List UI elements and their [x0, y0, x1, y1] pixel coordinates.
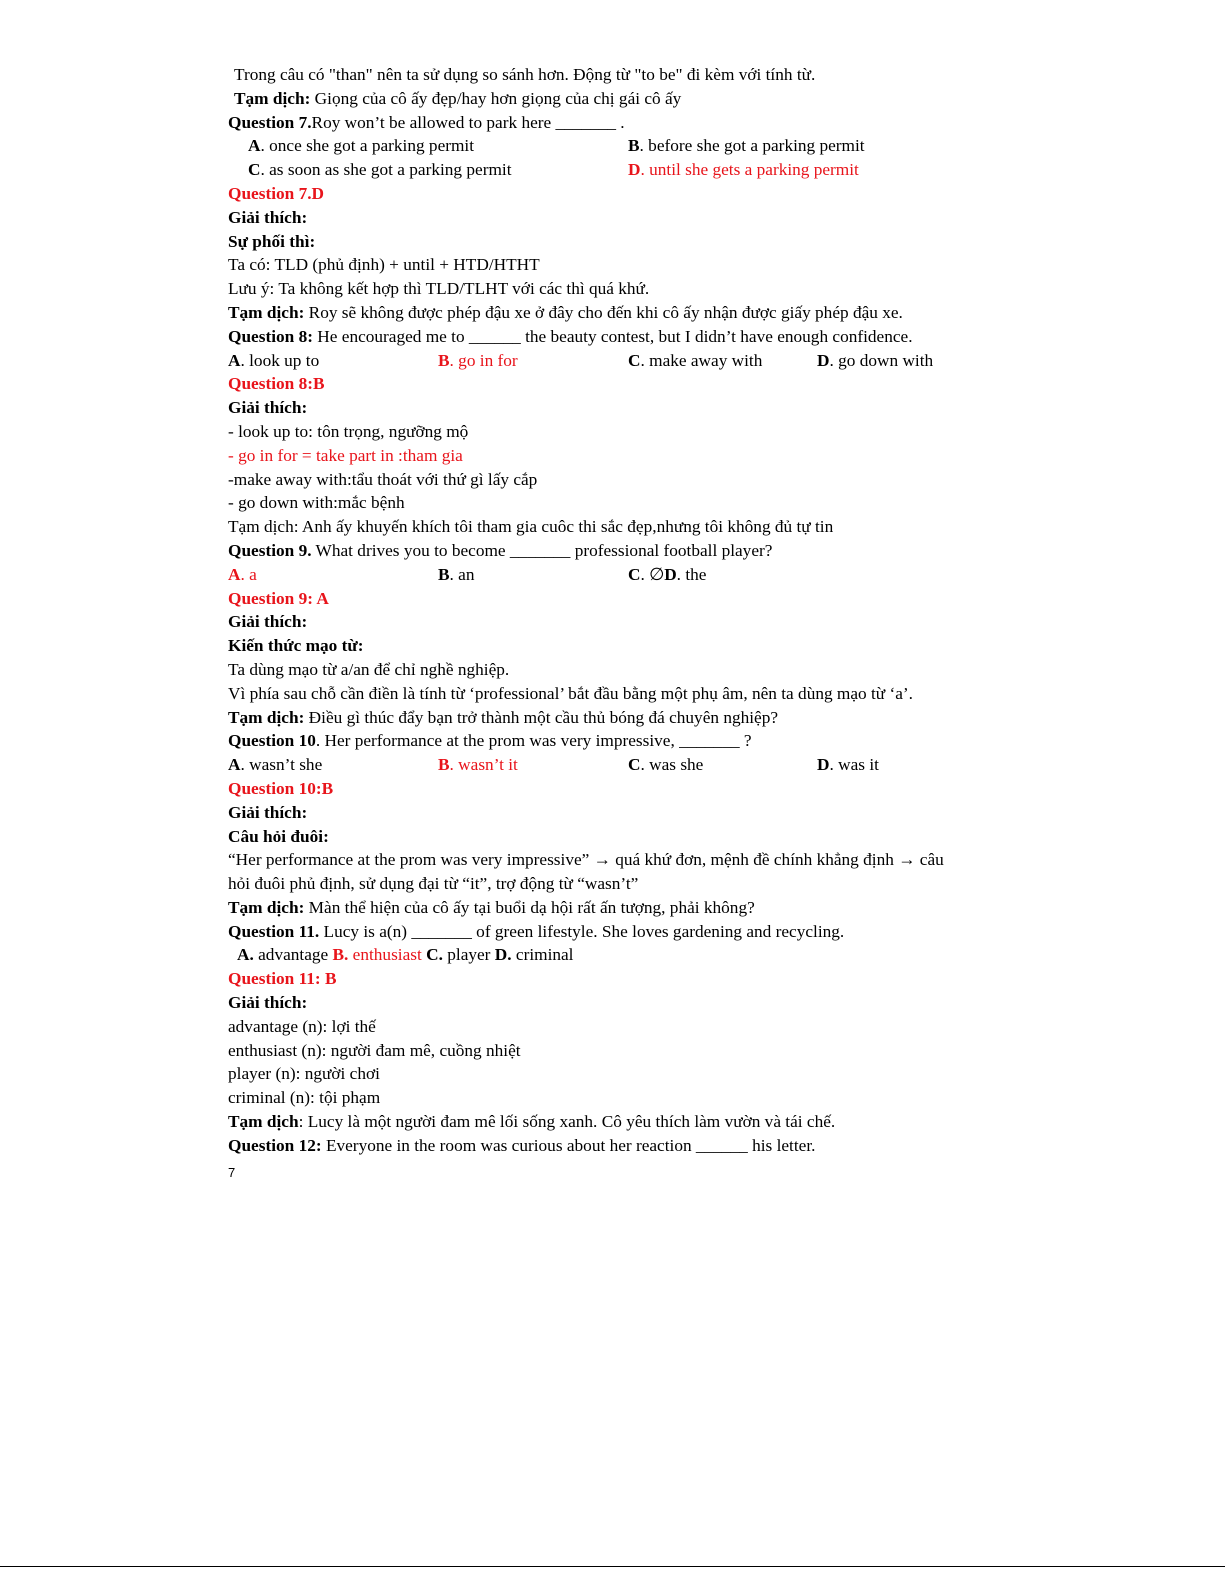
explain-line: Ta dùng mạo từ a/an để chỉ nghề nghiệp.: [228, 659, 510, 679]
explain-heading: Giải thích:: [228, 802, 308, 822]
document-page: [228, 63, 988, 1158]
option-b-correct: B. wasn’t it: [438, 755, 518, 775]
question-8-stem: Question 8: He encouraged me to ______ the beauty contest, but I didn’t have enough confidence.: [228, 326, 913, 346]
question-7-stem: Question 7.Roy won’t be allowed to park here _______ .: [228, 112, 625, 132]
question-7-answer: Question 7.D: [228, 183, 325, 203]
question-7-options-row-1: [228, 134, 988, 158]
option-a-correct: A. a: [228, 564, 257, 584]
option-d-correct: D. until she gets a parking permit: [628, 160, 859, 180]
translation-line: Tạm dịch: Lucy là một người đam mê lối sống xanh. Cô yêu thích làm vườn và tái chế.: [228, 1112, 836, 1132]
translation-label: Tạm dịch:: [234, 88, 311, 108]
translation-line: Tạm dịch: Giọng của cô ấy đẹp/hay hơn giọng của chị gái cô ấy: [234, 88, 682, 108]
option-d: D. go down with: [817, 350, 934, 370]
option-b: B. an: [438, 564, 475, 584]
question-8-options: [228, 349, 988, 373]
explain-line: - go down with:mắc bệnh: [228, 493, 405, 513]
explain-line: “Her performance at the prom was very impressive” → quá khứ đơn, mệnh đề chính khẳng định → câu: [228, 850, 944, 870]
question-9-stem: Question 9. What drives you to become _______ professional football player?: [228, 540, 773, 560]
question-11-stem: Question 11. Lucy is a(n) _______ of green lifestyle. She loves gardening and recycling.: [228, 921, 845, 941]
explanation-line: Trong câu có "than" nên ta sử dụng so sánh hơn. Động từ "to be" đi kèm với tính từ.: [234, 65, 816, 84]
translation-line: Tạm dịch: Anh ấy khuyến khích tôi tham gia cuôc thi sắc đẹp,nhưng tôi không đủ tự tin: [228, 517, 834, 537]
question-8-answer: Question 8:B: [228, 374, 325, 394]
explain-line: criminal (n): tội phạm: [228, 1088, 381, 1108]
page-bottom-divider: [0, 1566, 1225, 1567]
explain-line: hỏi đuôi phủ định, sử dụng đại từ “it”, trợ động từ “wasn’t”: [228, 874, 639, 894]
option-c: C. as soon as she got a parking permit: [248, 160, 512, 180]
topic-heading: Kiến thức mạo từ:: [228, 636, 364, 656]
question-11-answer: Question 11: B: [228, 969, 337, 989]
question-10-options: [228, 753, 988, 777]
option-c: C. was she: [628, 755, 704, 775]
translation-line: Tạm dịch: Điều gì thúc đẩy bạn trở thành một cầu thủ bóng đá chuyên nghiệp?: [228, 707, 779, 727]
topic-heading: Câu hỏi đuôi:: [228, 826, 329, 846]
explain-line: advantage (n): lợi thế: [228, 1016, 376, 1036]
explain-line: player (n): người chơi: [228, 1064, 380, 1084]
option-a: A. wasn’t she: [228, 755, 323, 775]
question-12-stem: Question 12: Everyone in the room was curious about her reaction ______ his letter.: [228, 1135, 816, 1155]
option-a: A. advantage: [237, 945, 333, 965]
option-b-correct: B. go in for: [438, 350, 518, 370]
option-c: C. player: [426, 945, 495, 965]
question-10-answer: Question 10:B: [228, 778, 334, 798]
option-b: B. before she got a parking permit: [628, 136, 865, 156]
option-c: C. make away with: [628, 350, 763, 370]
explain-line: Lưu ý: Ta không kết hợp thì TLD/TLHT với các thì quá khứ.: [228, 279, 650, 299]
explain-heading: Giải thích:: [228, 612, 308, 632]
question-9-answer: Question 9: A: [228, 588, 329, 608]
page-number: 7: [228, 1165, 236, 1180]
option-c-d: C. ∅D. the: [628, 564, 707, 584]
explain-line: -make away with:tẩu thoát với thứ gì lấy cắp: [228, 469, 538, 489]
option-b-correct: B. enthusiast: [332, 945, 427, 965]
explain-line: Ta có: TLD (phủ định) + until + HTD/HTHT: [228, 255, 540, 275]
option-d: D. was it: [817, 755, 879, 775]
option-d: D. criminal: [494, 945, 574, 965]
question-10-stem: Question 10. Her performance at the prom was very impressive, _______ ?: [228, 731, 752, 751]
explain-line: - look up to: tôn trọng, ngưỡng mộ: [228, 421, 469, 441]
explain-line: Vì phía sau chỗ cần điền là tính từ ‘professional’ bắt đầu bằng một phụ âm, nên ta dùng mạo từ ‘a’.: [228, 683, 913, 703]
explain-heading: Giải thích:: [228, 993, 308, 1013]
question-11-options: [228, 943, 988, 967]
translation-line: Tạm dịch: Màn thể hiện của cô ấy tại buổi dạ hội rất ấn tượng, phải không?: [228, 897, 755, 917]
option-a: A. once she got a parking permit: [248, 136, 475, 156]
explain-heading: Giải thích:: [228, 398, 308, 418]
explain-heading: Giải thích:: [228, 207, 308, 227]
option-a: A. look up to: [228, 350, 320, 370]
topic-heading: Sự phối thì:: [228, 231, 316, 251]
question-9-options: [228, 563, 988, 587]
explain-line-correct: - go in for = take part in :tham gia: [228, 445, 463, 465]
question-7-options-row-2: [228, 158, 988, 182]
translation-line: Tạm dịch: Roy sẽ không được phép đậu xe ở đây cho đến khi cô ấy nhận được giấy phép đậu xe.: [228, 302, 903, 322]
explain-line: enthusiast (n): người đam mê, cuồng nhiệt: [228, 1040, 521, 1060]
